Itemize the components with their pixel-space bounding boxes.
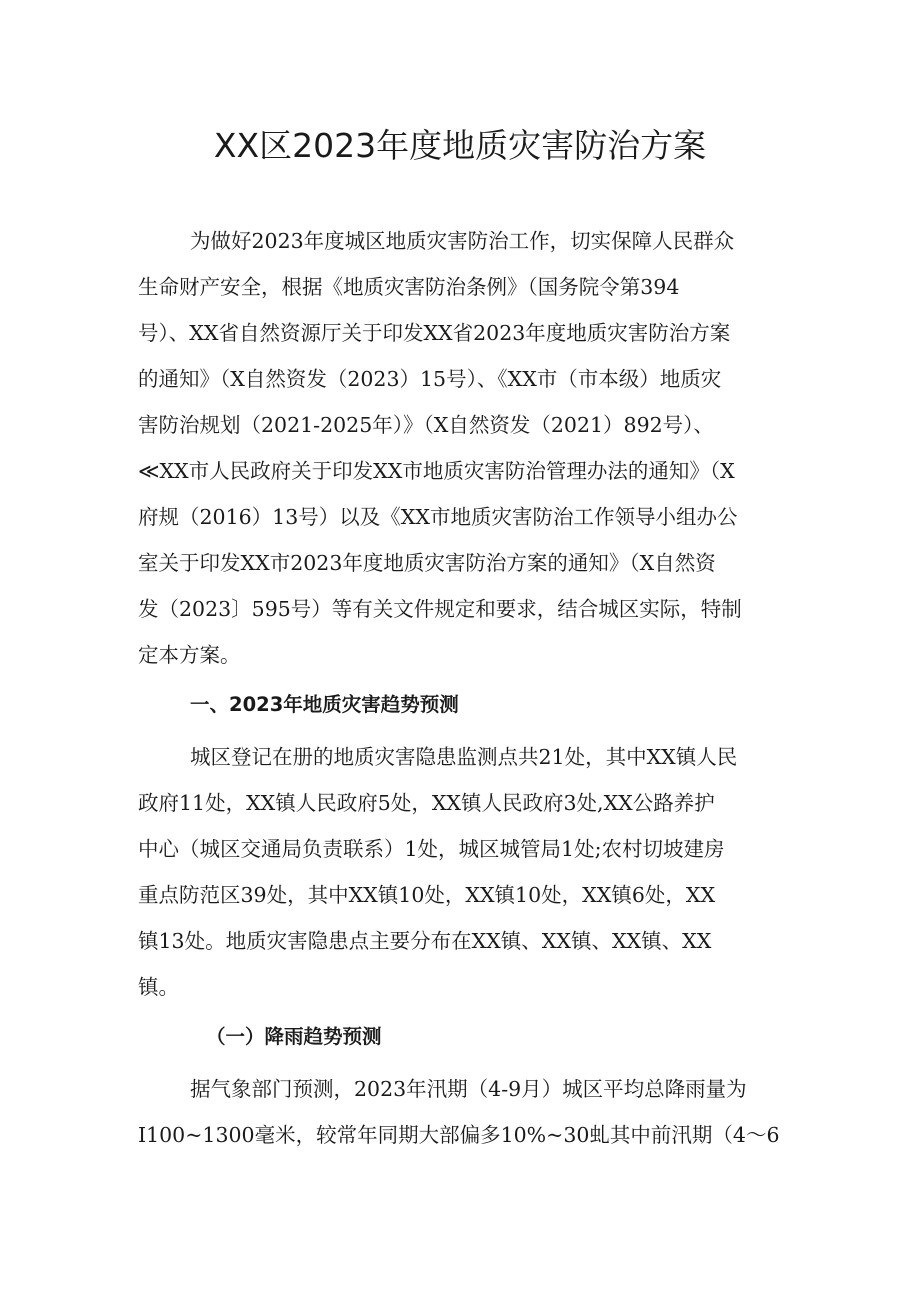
paragraph-2-line-5: 镇13处。地质灾害隐患点主要分布在XX镇、XX镇、XX镇、XX — [138, 929, 712, 953]
paragraph-1-line-7: 府规（2016）13号）以及《XX市地质灾害防治工作领导小组办公 — [138, 505, 738, 529]
paragraph-1-line-8: 室关于印发XX市2023年度地质灾害防治方案的通知》（X自然资 — [138, 551, 716, 575]
paragraph-1-line-9: 发（2023〕595号）等有关文件规定和要求，结合城区实际，特制 — [138, 597, 742, 621]
paragraph-3-line-2: I100~1300毫米，较常年同期大部偏多10%~30虬其中前汛期（4〜6 — [138, 1123, 780, 1147]
paragraph-1-line-2: 生命财产安全，根据《地质灾害防治条例》（国务院令第394 — [138, 275, 680, 299]
paragraph-1-line-4: 的通知》（X自然资发（2023）15号）、《XX市（市本级）地质灾 — [138, 367, 722, 391]
paragraph-1-line-1: 为做好2023年度城区地质灾害防治工作，切实保障人民群众 — [190, 229, 735, 253]
paragraph-2-line-4: 重点防范区39处，其中XX镇10处，XX镇10处，XX镇6处，XX — [138, 883, 716, 907]
paragraph-2-line-2: 政府11处，XX镇人民政府5处，XX镇人民政府3处,XX公路养护 — [138, 791, 715, 815]
paragraph-2-line-3: 中心（城区交通局负责联系）1处，城区城管局1处;农村切坡建房 — [138, 837, 725, 861]
paragraph-1-line-6: ≪XX市人民政府关于印发XX市地质灾害防治管理办法的通知》（X — [138, 459, 735, 483]
section-1-heading: 一、2023年地质灾害趋势预测 — [190, 693, 459, 716]
paragraph-2-line-1: 城区登记在册的地质灾害隐患监测点共21处，其中XX镇人民 — [190, 745, 738, 769]
paragraph-2-line-6: 镇。 — [138, 975, 179, 999]
paragraph-1-line-5: 害防治规划（2021-2025年）》（X自然资发（2021）892号）、 — [138, 413, 714, 437]
paragraph-3-line-1: 据气象部门预测，2023年汛期（4-9月）城区平均总降雨量为 — [190, 1077, 747, 1101]
paragraph-1-line-10: 定本方案。 — [138, 643, 241, 667]
subsection-1-heading: （一）降雨趋势预测 — [206, 1025, 382, 1048]
paragraph-1-line-3: 号）、XX省自然资源厅关于印发XX省2023年度地质灾害防治方案 — [138, 321, 731, 345]
document-title: XX区2023年度地质灾害防治方案 — [213, 126, 707, 165]
